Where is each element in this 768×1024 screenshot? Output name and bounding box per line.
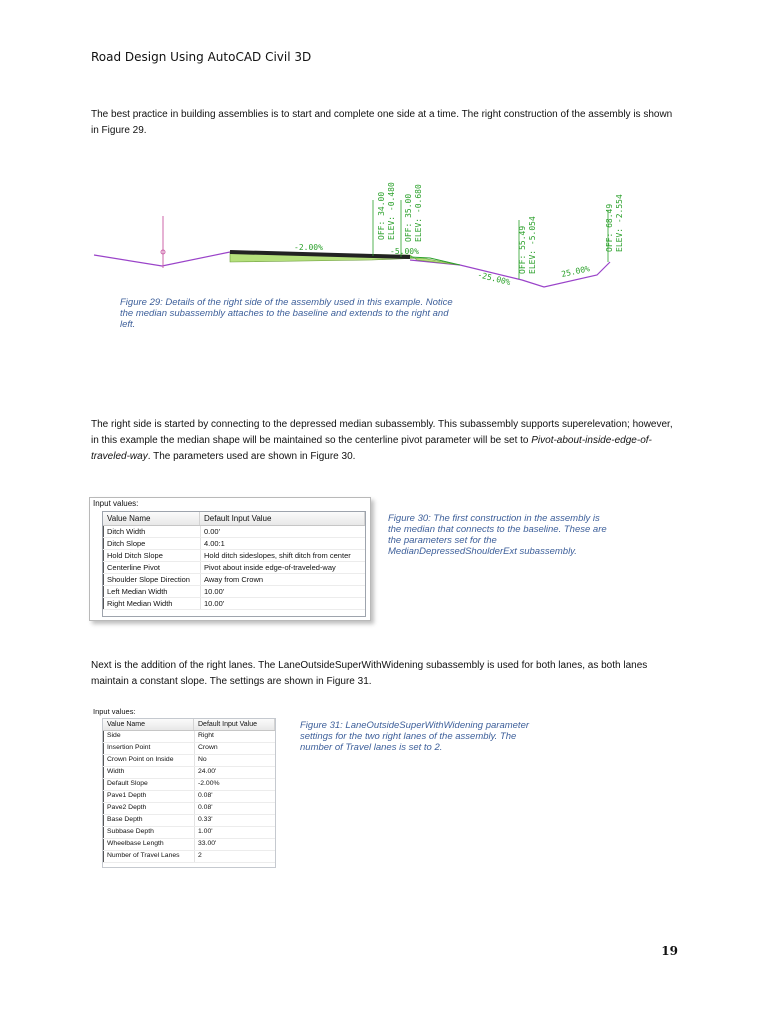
table-row [103, 550, 365, 562]
parameter-value: Right [198, 732, 214, 739]
parameter-value: 4.00:1 [204, 539, 225, 548]
parameter-value: 2 [198, 852, 202, 859]
figure-30-caption: Figure 30: The first construction in the assembly is the median that connects to the baseline. These are the parameters set for the MedianDepressedShoulderExt subassembly. [388, 513, 607, 557]
table-row [103, 526, 365, 538]
parameter-name: Centerline Pivot [103, 562, 201, 573]
table-row [103, 815, 275, 827]
column-header-name: Value Name [103, 719, 194, 730]
parameter-value: 0.00' [204, 527, 221, 536]
column-header-value: Default Input Value [200, 512, 365, 525]
parameter-name: Right Median Width [103, 598, 201, 609]
parameter-value: 10.00' [204, 587, 225, 596]
parameter-value: Pivot about inside edge-of-traveled-way [204, 563, 336, 572]
paragraph-median [91, 417, 681, 465]
column-header-name: Value Name [103, 512, 200, 525]
column-header-value: Default Input Value [194, 719, 275, 730]
parameter-value: 24.00' [198, 768, 217, 775]
slope-label: 25.00% [560, 264, 591, 279]
parameter-name: Ditch Width [103, 526, 201, 537]
parameter-name: Shoulder Slope Direction [103, 574, 201, 585]
parameter-name: Side [103, 731, 195, 742]
parameter-value: 1.00' [198, 828, 213, 835]
parameter-value: No [198, 756, 207, 763]
offset-label: OFF: 55.49 [518, 225, 527, 274]
table-row [103, 755, 275, 767]
table-row [103, 839, 275, 851]
parameter-name: Ditch Slope [103, 538, 201, 549]
figure-31-caption: Figure 31: LaneOutsideSuperWithWidening parameter settings for the two right lanes of the assembly. The number of Travel lanes is set to 2. [300, 720, 530, 753]
parameter-name: Insertion Point [103, 743, 195, 754]
table-row [103, 562, 365, 574]
parameters-grid [102, 718, 276, 868]
parameter-name: Pave1 Depth [103, 791, 195, 802]
parameter-name: Default Slope [103, 779, 195, 790]
parameter-value: 0.08' [198, 792, 213, 799]
table-row [103, 586, 365, 598]
table-row [103, 803, 275, 815]
paragraph-text: The right side is started by connecting to the depressed median subassembly. This subassembly supports superelevation; however, in this example the median shape will be maintained so the centerline pivot parameter will be set to [91, 419, 673, 446]
elevation-label: ELEV: -5.054 [528, 216, 537, 274]
parameter-name: Width [103, 767, 195, 778]
parameter-value: 0.33' [198, 816, 213, 823]
parameter-name: Hold Ditch Slope [103, 550, 201, 561]
offset-label: OFF: 68.49 [605, 203, 614, 252]
parameter-name: Base Depth [103, 815, 195, 826]
table-row [103, 779, 275, 791]
parameter-value: Hold ditch sideslopes, shift ditch from center [204, 551, 351, 560]
table-row [103, 767, 275, 779]
assembly-drawing-figure-29 [92, 180, 652, 295]
parameter-value: 33.00' [198, 840, 217, 847]
running-header: Road Design Using AutoCAD Civil 3D [91, 50, 312, 64]
elevation-label: ELEV: -0.480 [387, 182, 396, 240]
parameter-name: Crown Point on Inside [103, 755, 195, 766]
elevation-label: ELEV: -2.554 [615, 194, 624, 252]
grid-header [103, 719, 275, 731]
parameter-value: 0.08' [198, 804, 213, 811]
table-row [103, 851, 275, 863]
figure-29-caption: Figure 29: Details of the right side of the assembly used in this example. Notice the median subassembly attaches to the baseline and extends to the right and left. [120, 297, 453, 330]
table-row [103, 598, 365, 610]
slope-label: -2.00% [294, 243, 323, 252]
input-values-panel-figure-31 [93, 707, 278, 867]
parameter-value: Crown [198, 744, 218, 751]
table-row [103, 731, 275, 743]
slope-label: -5.00% [390, 247, 419, 256]
parameter-name: Pave2 Depth [103, 803, 195, 814]
parameter-value: -2.00% [198, 780, 220, 787]
page-number: 19 [661, 944, 678, 958]
input-values-panel-figure-30 [89, 497, 371, 621]
table-row [103, 791, 275, 803]
paragraph-text: . The parameters used are shown in Figure 30. [147, 451, 356, 462]
parameter-value: Away from Crown [204, 575, 264, 584]
table-row [103, 538, 365, 550]
parameter-value: 10.00' [204, 599, 225, 608]
parameter-name: Wheelbase Length [103, 839, 195, 850]
grid-header [103, 512, 365, 526]
parameters-grid [102, 511, 366, 617]
elevation-label: ELEV: -0.680 [414, 184, 423, 242]
panel-title: Input values: [93, 707, 136, 716]
table-row [103, 574, 365, 586]
paragraph-lanes: Next is the addition of the right lanes. The LaneOutsideSuperWithWidening subassembly is used for both lanes, as both lanes maintain a constant slope. The settings are shown in Figure 31. [91, 660, 648, 687]
paragraph-intro: The best practice in building assemblies is to start and complete one side at a time. The right construction of the assembly is shown in Figure 29. [91, 109, 673, 136]
table-row [103, 743, 275, 755]
panel-title: Input values: [93, 499, 139, 508]
offset-label: OFF: 35.00 [404, 193, 413, 242]
table-row [103, 827, 275, 839]
offset-label: OFF: 34.00 [377, 191, 386, 240]
slope-label: -25.00% [476, 270, 512, 288]
parameter-name: Left Median Width [103, 586, 201, 597]
parameter-name: Number of Travel Lanes [103, 851, 195, 862]
emphasis-parameter: Pivot-about-inside-edge-of-traveled-way [91, 435, 652, 462]
parameter-name: Subbase Depth [103, 827, 195, 838]
